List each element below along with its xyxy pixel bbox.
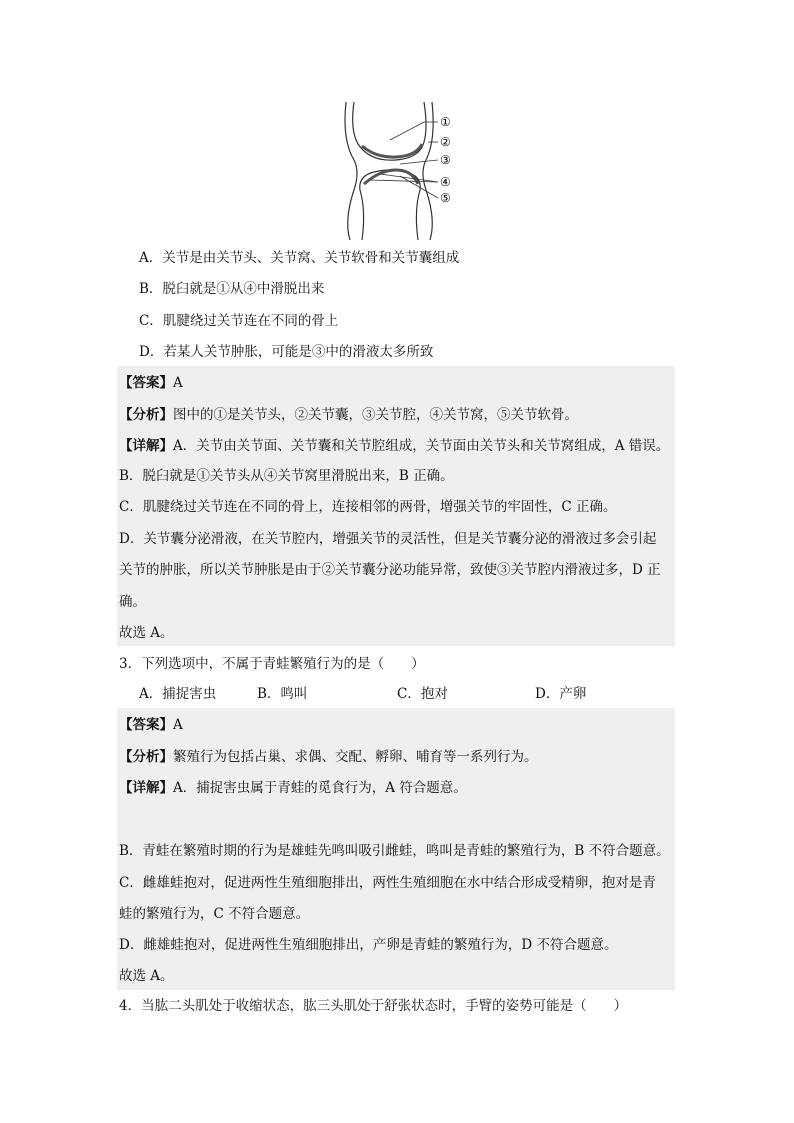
answer-tag: 【答案】: [119, 375, 173, 391]
q2-detail-line: B．脱臼就是①关节头从④关节窝里滑脱出来，B 正确。: [119, 468, 454, 484]
q3-choices: [139, 684, 586, 704]
q3-detail-line: 蛙的繁殖行为，C 不符合题意。: [119, 906, 310, 922]
analysis-tag: 【分析】: [119, 749, 173, 765]
q2-detail-first: [119, 436, 669, 456]
analysis-text: 繁殖行为包括占巢、求偶、交配、孵卵、哺育等一系列行为。: [173, 749, 538, 765]
q3-choice-a: A．捕捉害虫: [139, 686, 217, 702]
detail-text: A．关节由关节面、关节囊和关节腔组成，关节面由关节头和关节窝组成，A 错误。: [173, 438, 670, 454]
q2-conclusion: 故选 A。: [119, 625, 174, 641]
q2-analysis: [119, 405, 578, 425]
figure-label-1: ①: [440, 115, 451, 129]
q2-option-d: D．若某人关节肿胀，可能是③中的滑液太多所致: [139, 344, 434, 360]
detail-tag: 【详解】: [119, 438, 173, 454]
q2-option-a: A．关节是由关节头、关节窝、关节软骨和关节囊组成: [139, 250, 460, 266]
joint-diagram-svg: [340, 100, 460, 240]
joint-diagram: [340, 100, 460, 240]
q2-detail-line: 关节的肿胀，所以关节肿胀是由于②关节囊分泌功能异常，致使③关节腔内滑液过多，D 正: [119, 562, 661, 578]
q3-detail-first: [119, 778, 467, 798]
answer-tag: 【答案】: [119, 717, 173, 733]
q3-choice-b: B．鸣叫: [257, 686, 308, 702]
q3-detail-line: B．青蛙在繁殖时期的行为是雄蛙先鸣叫吸引雌蛙，鸣叫是青蛙的繁殖行为，B 不符合题意。: [119, 843, 670, 859]
figure-label-3: ③: [440, 153, 451, 167]
analysis-tag: 【分析】: [119, 407, 173, 423]
figure-label-5: ⑤: [440, 191, 451, 205]
q3-conclusion: 故选 A。: [119, 968, 174, 984]
detail-text: A．捕捉害虫属于青蛙的觅食行为，A 符合题意。: [173, 780, 467, 796]
q3-answer: [119, 715, 183, 735]
q2-detail-line: C．肌腱绕过关节连在不同的骨上，连接相邻的两骨，增强关节的牢固性，C 正确。: [119, 499, 617, 515]
detail-tag: 【详解】: [119, 780, 173, 796]
q3-choice-d: D．产卵: [535, 686, 587, 702]
q3-choice-c: C．抱对: [397, 686, 448, 702]
q3-detail-line: D．雌雄蛙抱对，促进两性生殖细胞排出，产卵是青蛙的繁殖行为，D 不符合题意。: [119, 937, 618, 953]
q2-answer: [119, 373, 183, 393]
q2-detail-line: 确。: [119, 594, 146, 610]
figure-label-4: ④: [440, 175, 451, 189]
q3-question: 3．下列选项中，不属于青蛙繁殖行为的是（ ）: [119, 656, 425, 672]
q3-detail-line: C．雌雄蛙抱对，促进两性生殖细胞排出，两性生殖细胞在水中结合形成受精卵，抱对是青: [119, 875, 656, 891]
answer-value: A: [173, 717, 183, 733]
analysis-text: 图中的①是关节头，②关节囊，③关节腔，④关节窝，⑤关节软骨。: [173, 407, 578, 423]
q3-analysis: [119, 747, 538, 767]
figure-label-2: ②: [440, 135, 451, 149]
answer-value: A: [173, 375, 183, 391]
q2-detail-line: D．关节囊分泌滑液，在关节腔内，增强关节的灵活性，但是关节囊分泌的滑液过多会引起: [119, 531, 657, 547]
q4-question: 4．当肱二头肌处于收缩状态，肱三头肌处于舒张状态时，手臂的姿势可能是（ ）: [119, 998, 628, 1014]
q2-option-b: B．脱臼就是①从④中滑脱出来: [139, 281, 325, 297]
q2-option-c: C．肌腱绕过关节连在不同的骨上: [139, 313, 339, 329]
